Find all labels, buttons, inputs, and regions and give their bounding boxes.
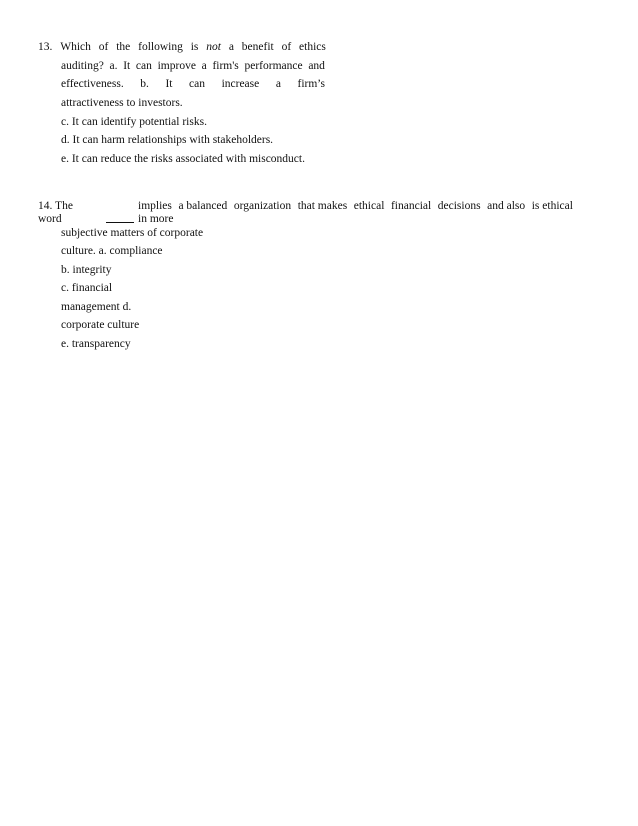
q13-option-d: d. It can harm relationships with stakeholders. <box>61 134 274 146</box>
q13-word: the <box>116 41 131 53</box>
q14-number: 14. The <box>38 200 73 212</box>
q14-stem-text <box>138 199 573 213</box>
q14-option-c: c. financial <box>61 282 113 294</box>
q13-word: firm's <box>212 60 239 72</box>
q13-word: and <box>308 60 325 72</box>
q13-word: firm’s <box>297 78 325 90</box>
q13-emphasis-not: not <box>206 41 221 53</box>
q13-word: can <box>189 78 206 90</box>
q13-word: improve <box>157 60 196 72</box>
q13-word: ethics <box>299 41 326 53</box>
q13-option-e: e. It can reduce the risks associated with misconduct. <box>61 153 305 165</box>
q14-word: organization <box>233 200 292 212</box>
q14-word: financial <box>390 200 432 212</box>
q13-word: of <box>281 41 292 53</box>
q13-stem-line-1 <box>38 40 326 54</box>
q13-word: is <box>190 41 199 53</box>
q14-stem-tail: in more <box>138 213 174 225</box>
q13-word: It <box>123 60 131 72</box>
q13-stem-line-2 <box>61 59 325 73</box>
q13-word: can <box>135 60 152 72</box>
q14-word-label: word <box>38 213 62 225</box>
q13-word: a <box>201 60 207 72</box>
q13-word: performance <box>244 60 303 72</box>
q13-word: of <box>98 41 109 53</box>
q13-word: It <box>165 78 173 90</box>
q14-option-b: b. integrity <box>61 264 112 276</box>
q13-word: a <box>275 78 281 90</box>
q14-answer-blank <box>106 222 134 223</box>
q14-option-d: corporate culture <box>61 319 140 331</box>
q14-word: and also <box>487 200 526 212</box>
q13-word: Which <box>60 41 91 53</box>
q13-word: effectiveness. <box>61 78 124 90</box>
q13-word: a. <box>109 60 118 72</box>
q14-word: a balanced <box>178 200 228 212</box>
q13-word: auditing? <box>61 60 104 72</box>
q13-word: following <box>138 41 183 53</box>
q14-word: that makes <box>297 200 348 212</box>
q14-stem-line-3: subjective matters of corporate <box>61 227 204 239</box>
q13-stem-line-3 <box>61 77 325 91</box>
q13-word: benefit <box>241 41 274 53</box>
q14-word: decisions <box>437 200 481 212</box>
q14-word: implies <box>138 200 172 212</box>
q13-word: increase <box>221 78 260 90</box>
q13-word: a <box>228 41 234 53</box>
q14-word: is ethical <box>531 200 573 212</box>
q13-stem-line-4: attractiveness to investors. <box>61 97 183 109</box>
q13-option-c: c. It can identify potential risks. <box>61 116 207 128</box>
q14-option-c-continued: management d. <box>61 301 132 313</box>
q14-option-e: e. transparency <box>61 338 131 350</box>
q13-word: b. <box>140 78 149 90</box>
q14-option-a-line: culture. a. compliance <box>61 245 163 257</box>
q13-word: 13. <box>38 41 53 53</box>
q14-stem-line-2 <box>38 212 174 226</box>
q14-word: ethical <box>353 200 385 212</box>
